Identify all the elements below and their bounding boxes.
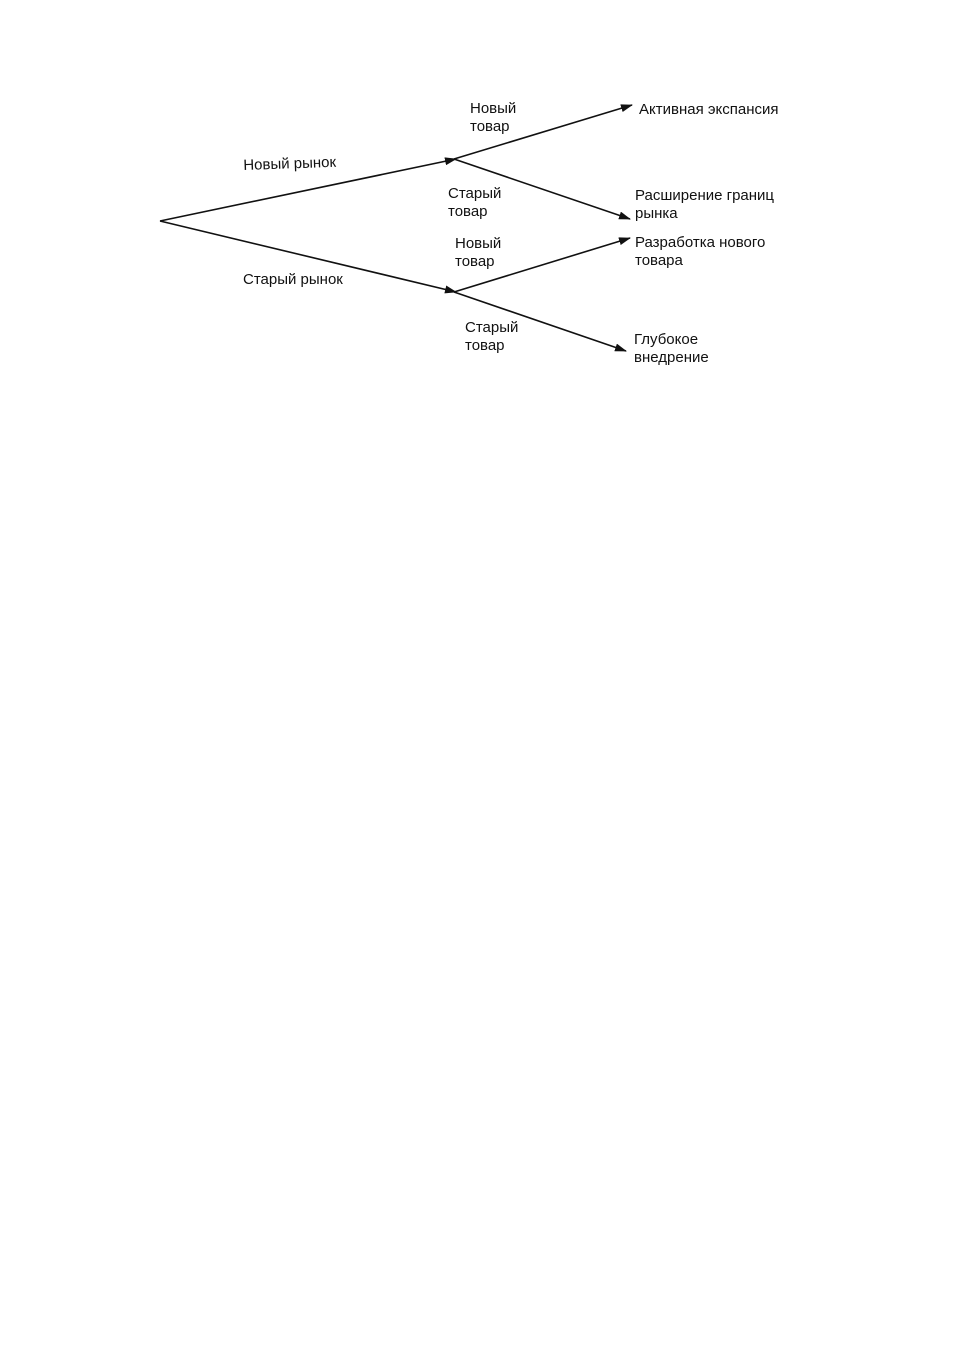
label-new-market-old-product: Старый товар	[448, 185, 502, 220]
outcome-product-development: Разработка нового товара	[635, 234, 766, 269]
outcome-deep-penetration: Глубокое внедрение	[634, 331, 709, 366]
outcome-active-expansion: Активная экспансия	[639, 101, 779, 118]
label-new-market-new-product: Новый товар	[470, 100, 517, 135]
outcome-market-extension: Расширение границ рынка	[635, 187, 775, 222]
label-old-market-old-product: Старый товар	[465, 319, 519, 354]
label-old-market-new-product: Новый товар	[455, 235, 502, 270]
label-new-market: Новый рынок	[243, 153, 337, 174]
label-old-market: Старый рынок	[243, 271, 343, 288]
strategy-tree-diagram	[0, 0, 955, 420]
